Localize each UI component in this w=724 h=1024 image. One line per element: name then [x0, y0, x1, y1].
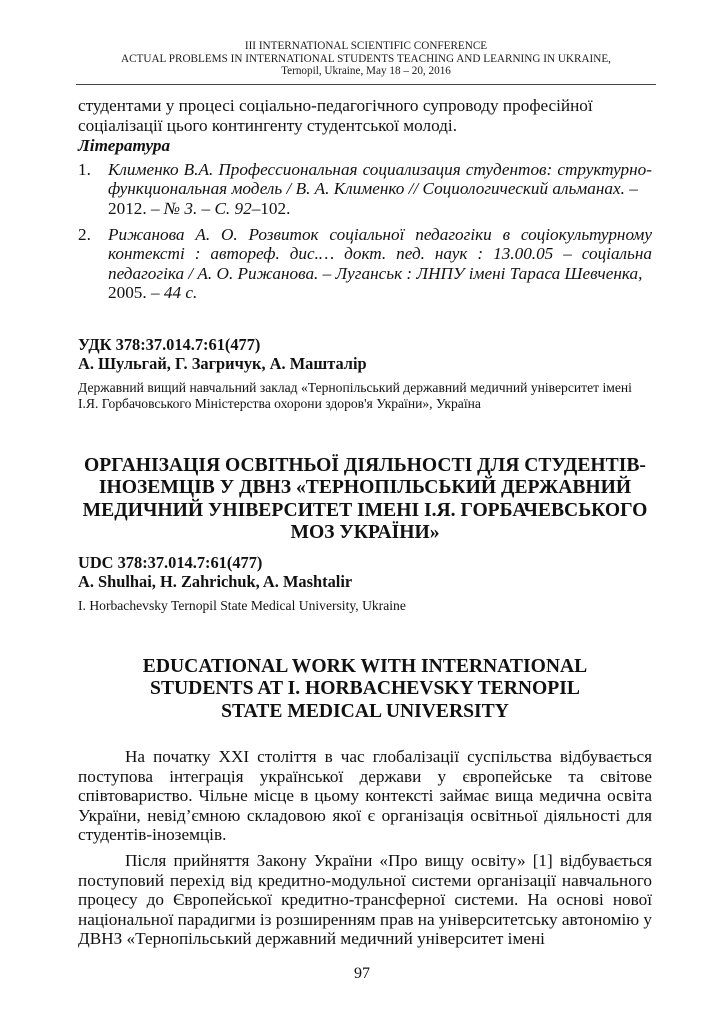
article-title-ua: ОРГАНІЗАЦІЯ ОСВІТНЬОЇ ДІЯЛЬНОСТІ ДЛЯ СТУДЕНТІВ-ІНОЗЕМЦІВ У ДВНЗ «ТЕРНОПІЛЬСЬКИЙ ДЕРЖАВНИЙ МЕДИЧНИЙ УНІВЕРСИТЕТ ІМЕНІ І.Я. ГОРБАЧЕВСЬКОГО МОЗ УКРАЇНИ» [82, 455, 648, 544]
reference-number: 1. [78, 159, 91, 179]
header-divider [76, 84, 656, 85]
affiliation-ua: Державний вищий навчальний заклад «Тернопільський державний медичний університет імені І.Я. Горбачовського Міністерства охорони здоров'я України», Україна [78, 380, 632, 411]
reference-text: Рижанова А. О. Розвиток соціальної педагогіки в соціокультурному контексті : автореф. дис.… докт. пед. наук : 13.00.05 – соціальна педагогіка / А. О. Рижанова. – Луганськ : ЛНПУ імені Тараса Шевченка, 2005. – 44 с. [108, 224, 652, 303]
previous-article-end [78, 96, 652, 303]
reference-item [78, 225, 652, 303]
reference-text: Клименко В.А. Профессиональная социализация студентов: структурно-функциональная модель / В. А. Клименко // Социологический альманах. – 2012. – № 3. – С. 92–102. [108, 159, 652, 218]
page-number: 97 [354, 965, 370, 982]
reference-item [78, 160, 652, 219]
authors-ua: А. Шульгай, Г. Загричук, А. Машталір [78, 354, 367, 373]
closing-paragraph: студентами у процесі соціально-педагогічного супроводу професійної соціалізації цього контингенту студентської молоді. [78, 96, 593, 135]
conference-subtitle: ACTUAL PROBLEMS IN INTERNATIONAL STUDENTS TEACHING AND LEARNING IN UKRAINE, [121, 52, 611, 65]
affiliation-en: I. Horbachevsky Ternopil State Medical University, Ukraine [78, 598, 406, 613]
conference-place-date: Ternopil, Ukraine, May 18 – 20, 2016 [281, 65, 451, 77]
article-ua-meta [78, 335, 652, 411]
article-en-meta [78, 553, 652, 614]
udc-code-ua: УДК 378:37.014.7:61(477) [78, 335, 261, 354]
authors-en: A. Shulhai, H. Zahrichuk, A. Mashtalir [78, 572, 353, 591]
article-body [78, 747, 652, 949]
article-title-en: EDUCATIONAL WORK WITH INTERNATIONAL STUDENTS AT I. HORBACHEVSKY TERNOPIL STATE MEDICAL UNIVERSITY [142, 656, 588, 722]
body-paragraph: На початку XXI століття в час глобалізації суспільства відбувається поступова інтеграція української держави у європейське та світове співтовариство. Чільне місце в цьому контексті займає вища медична освіта України, невід’ємною складовою якої є організація освітньої діяльності для студентів-іноземців. [78, 747, 652, 845]
reference-number: 2. [78, 224, 91, 244]
literature-heading: Література [78, 136, 171, 156]
conference-title: III INTERNATIONAL SCIENTIFIC CONFERENCE [244, 40, 488, 52]
running-header [76, 40, 656, 78]
body-paragraph: Після прийняття Закону України «Про вищу освіту» [1] відбувається поступовий перехід від кредитно-модульної системи організації навчального процесу до Європейської кредитно-трансферної системи. На основі нової національної парадигми із розширенням прав на університетську автономію у ДВНЗ «Тернопільський державний медичний університет імені [78, 850, 652, 949]
udc-code-en: UDC 378:37.014.7:61(477) [78, 553, 263, 572]
